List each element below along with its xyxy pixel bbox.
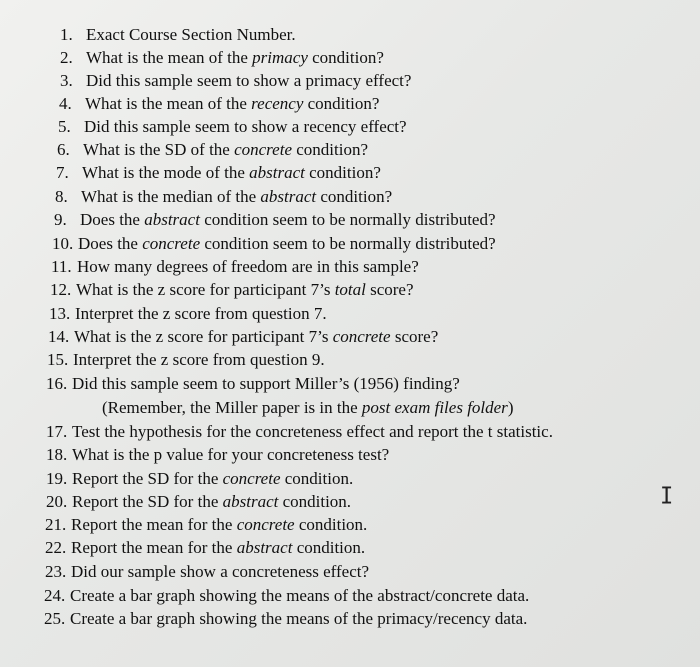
question-text: Exact Course Section Number. (86, 25, 296, 44)
question-text: Report the mean for the (71, 515, 237, 534)
question-item (48, 326, 438, 348)
question-text: What is the mode of the (82, 163, 250, 182)
question-item (46, 373, 460, 395)
question-text: score? (365, 280, 414, 299)
question-text: Did this sample seem to show a primacy effect? (86, 71, 412, 90)
question-item (60, 24, 296, 46)
question-item (45, 537, 365, 559)
question-text-italic: concrete (222, 469, 281, 488)
question-item (54, 209, 496, 231)
question-text-italic: concrete (142, 234, 201, 253)
question-item (58, 116, 407, 138)
question-text-italic: concrete (234, 140, 292, 159)
question-item (57, 139, 368, 161)
question-text: Report the SD for the (72, 492, 223, 511)
question-text: Interpret the z score from question 9. (73, 350, 325, 369)
question-text: What is the mean of the (85, 94, 252, 113)
question-number: 14. (48, 327, 70, 346)
question-text: Test the hypothesis for the concreteness effect and report the t statistic. (72, 422, 553, 441)
question-item (102, 397, 513, 419)
question-text: Interpret the z score from question 7. (75, 304, 327, 323)
question-text-italic: abstract (249, 163, 305, 182)
question-item (60, 47, 384, 69)
question-text: Does the (78, 234, 143, 253)
question-text: Did this sample seem to show a recency effect? (84, 117, 407, 136)
question-text: How many degrees of freedom are in this sample? (77, 257, 419, 276)
question-text-italic: abstract (260, 187, 317, 206)
question-text: condition. (292, 538, 366, 557)
question-text-italic: concrete (332, 327, 391, 346)
question-number: 12. (50, 280, 72, 299)
question-text-italic: concrete (236, 515, 295, 534)
question-number: 2. (60, 48, 73, 67)
question-text: Does the (80, 210, 145, 229)
question-number: 19. (46, 469, 68, 488)
question-item (49, 303, 327, 325)
question-number: 11. (51, 257, 72, 276)
question-number: 25. (44, 609, 66, 628)
question-text-italic: recency (251, 94, 304, 113)
question-text: What is the median of the (81, 187, 261, 206)
question-text: What is the SD of the (83, 140, 235, 159)
question-item (51, 256, 419, 278)
question-number: 10. (52, 234, 74, 253)
question-text: condition seem to be normally distributed? (200, 234, 496, 253)
question-item (59, 93, 379, 115)
question-number: 18. (46, 445, 68, 464)
question-number: 23. (45, 562, 67, 581)
question-number: 1. (60, 25, 73, 44)
question-text: What is the z score for participant 7’s (76, 280, 335, 299)
question-number: 24. (44, 586, 66, 605)
text-cursor-icon: I (660, 483, 674, 510)
question-number: 21. (45, 515, 67, 534)
question-text: condition. (280, 469, 354, 488)
question-text: condition? (303, 94, 380, 113)
question-text-italic: abstract (144, 210, 200, 229)
question-item (56, 162, 381, 184)
question-item (47, 349, 325, 371)
question-item (44, 585, 529, 607)
question-number: 8. (55, 187, 68, 206)
question-number: 5. (58, 117, 71, 136)
question-item (46, 468, 353, 490)
question-number: 13. (49, 304, 71, 323)
question-text: condition. (278, 492, 352, 511)
question-text: Report the mean for the (71, 538, 237, 557)
question-text: condition? (304, 163, 381, 182)
question-number: 15. (47, 350, 69, 369)
question-text: (Remember, the Miller paper is in the (102, 398, 362, 417)
question-number: 9. (54, 210, 67, 229)
question-text: condition? (307, 48, 384, 67)
question-number: 20. (46, 492, 68, 511)
question-item (60, 70, 411, 92)
question-text: condition? (316, 187, 393, 206)
question-number: 17. (46, 422, 68, 441)
question-text: Report the SD for the (72, 469, 223, 488)
question-text: condition. (294, 515, 368, 534)
question-item (55, 186, 392, 208)
question-item (45, 514, 367, 536)
question-text-italic: abstract (222, 492, 279, 511)
question-text: What is the z score for participant 7’s (74, 327, 333, 346)
question-text: condition? (291, 140, 368, 159)
question-text-italic: post exam files folder (361, 398, 508, 417)
question-number: 22. (45, 538, 67, 557)
question-text: Create a bar graph showing the means of the abstract/concrete data. (70, 586, 530, 605)
question-text: What is the mean of the (86, 48, 253, 67)
question-text-italic: total (334, 280, 366, 299)
question-number: 16. (46, 374, 68, 393)
question-text: Create a bar graph showing the means of the primacy/recency data. (70, 609, 528, 628)
question-item (46, 491, 351, 513)
question-item (46, 444, 389, 466)
question-text: Did this sample seem to support Miller’s (1956) finding? (72, 374, 460, 393)
question-text: condition seem to be normally distributed? (199, 210, 496, 229)
question-text: What is the p value for your concreteness test? (72, 445, 390, 464)
question-number: 4. (59, 94, 72, 113)
question-number: 3. (60, 71, 73, 90)
question-item (52, 233, 496, 255)
question-text-italic: abstract (236, 538, 293, 557)
question-text: ) (507, 398, 514, 417)
question-text: Did our sample show a concreteness effect? (71, 562, 370, 581)
question-item (50, 279, 414, 301)
question-text: score? (390, 327, 439, 346)
question-number: 6. (57, 140, 70, 159)
question-number: 7. (56, 163, 69, 182)
question-item (45, 561, 369, 583)
question-item (44, 608, 527, 630)
question-item (46, 421, 553, 443)
question-text-italic: primacy (252, 48, 308, 67)
